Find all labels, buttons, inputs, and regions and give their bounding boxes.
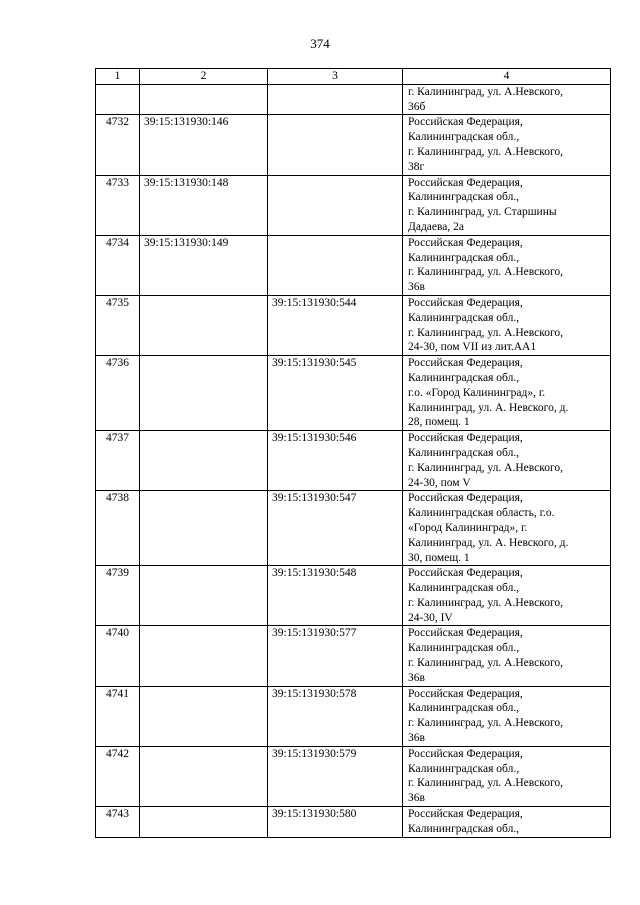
cadastral-number-cell [140,84,268,115]
table-row [96,84,611,115]
cadastral-number-cell [140,356,268,431]
cadastral-number-cell: 39:15:131930:149 [140,235,268,295]
address-line: Российская Федерация, [408,432,523,445]
row-number-cell: 4734 [96,235,140,295]
column-header-4: 4 [403,69,611,85]
cadastral-number-cell [268,175,403,235]
address-line: г. Калининград, ул. А.Невского, [408,596,564,609]
row-number-cell: 4732 [96,115,140,175]
table-row [96,295,611,355]
address-line: г. Калининград, ул. А.Невского, [408,777,564,790]
registry-table [95,68,611,838]
address-line: Калининградская обл., [408,762,520,775]
address-line: 36б [408,100,426,113]
address-line: Калининградская обл., [408,251,520,264]
address-line: 36в [408,281,425,294]
cadastral-number-cell: 39:15:131930:146 [140,115,268,175]
cadastral-number-cell: 39:15:131930:548 [268,566,403,626]
address-line: г. Калининград, ул. А.Невского, [408,461,564,474]
cadastral-number-cell: 39:15:131930:579 [268,746,403,806]
row-number-cell: 4736 [96,356,140,431]
address-line: Российская Федерация, [408,176,523,189]
address-line: г. Калининград, ул. А.Невского, [408,326,564,339]
address-line: 24-30, IV [408,611,453,624]
address-cell [403,686,611,746]
table-row [96,235,611,295]
address-cell [403,115,611,175]
address-line: Калининградская обл., [408,446,520,459]
address-line: Российская Федерация, [408,567,523,580]
address-line: 28, помещ. 1 [408,416,470,429]
address-line: 36в [408,792,425,805]
address-cell [403,356,611,431]
address-cell [403,84,611,115]
address-cell [403,491,611,566]
address-line: г. Калининград, ул. А.Невского, [408,145,564,158]
table-header-row [96,69,611,85]
address-cell [403,175,611,235]
table-row [96,431,611,491]
column-header-1: 1 [96,69,140,85]
address-line: Российская Федерация, [408,116,523,129]
address-line: Калининградская обл., [408,371,520,384]
address-cell [403,566,611,626]
table-row [96,356,611,431]
row-number-cell: 4737 [96,431,140,491]
table-row [96,175,611,235]
cadastral-number-cell: 39:15:131930:577 [268,626,403,686]
row-number-cell: 4735 [96,295,140,355]
address-line: Калининград, ул. А. Невского, д. [408,536,569,549]
address-line: Российская Федерация, [408,357,523,370]
row-number-cell: 4742 [96,746,140,806]
row-number-cell: 4739 [96,566,140,626]
cadastral-number-cell: 39:15:131930:546 [268,431,403,491]
row-number-cell: 4738 [96,491,140,566]
address-line: Калининградская обл., [408,191,520,204]
address-line: Калининградская обл., [408,702,520,715]
table-row [96,115,611,175]
address-line: Калининград, ул. А. Невского, д. [408,401,569,414]
cadastral-number-cell: 39:15:131930:545 [268,356,403,431]
table-row [96,807,611,838]
row-number-cell: 4741 [96,686,140,746]
table-row [96,491,611,566]
address-line: 24-30, пом VII из лит.АА1 [408,341,537,354]
table-row [96,626,611,686]
address-line: г. Калининград, ул. А.Невского, [408,657,564,670]
address-line: Российская Федерация, [408,492,523,505]
address-line: Калининградская обл., [408,642,520,655]
address-cell [403,235,611,295]
cadastral-number-cell [140,295,268,355]
address-line: Российская Федерация, [408,236,523,249]
cadastral-number-cell: 39:15:131930:547 [268,491,403,566]
address-cell [403,626,611,686]
address-line: Калининградская обл., [408,311,520,324]
row-number-cell: 4740 [96,626,140,686]
cadastral-number-cell [140,626,268,686]
address-line: Российская Федерация, [408,687,523,700]
address-line: г.о. «Город Калининград», г. [408,386,546,399]
cadastral-number-cell [140,491,268,566]
address-line: 36в [408,671,425,684]
cadastral-number-cell [140,686,268,746]
address-cell [403,295,611,355]
address-line: г. Калининград, ул. А.Невского, [408,85,564,98]
page-number: 374 [310,36,330,51]
address-line: Российская Федерация, [408,627,523,640]
table-row [96,686,611,746]
address-line: Калининградская обл., [408,131,520,144]
cadastral-number-cell [268,84,403,115]
address-line: 38г [408,160,425,173]
address-line: Российская Федерация, [408,296,523,309]
cadastral-number-cell [268,115,403,175]
address-cell [403,431,611,491]
row-number-cell: 4733 [96,175,140,235]
cadastral-number-cell: 39:15:131930:578 [268,686,403,746]
address-line: 30, помещ. 1 [408,551,470,564]
row-number-cell [96,84,140,115]
address-line: Калининградская область, г.о. [408,507,555,520]
address-line: г. Калининград, ул. А.Невского, [408,266,564,279]
cadastral-number-cell: 39:15:131930:580 [268,807,403,838]
column-header-2: 2 [140,69,268,85]
table-row [96,746,611,806]
address-line: г. Калининград, ул. А.Невского, [408,717,564,730]
cadastral-number-cell [140,566,268,626]
address-line: 36в [408,732,425,745]
address-cell [403,807,611,838]
address-cell [403,746,611,806]
cadastral-number-cell: 39:15:131930:148 [140,175,268,235]
address-line: Дадаева, 2а [408,220,464,233]
cadastral-number-cell: 39:15:131930:544 [268,295,403,355]
table-body [96,84,611,837]
address-line: Российская Федерация, [408,808,523,821]
address-line: г. Калининград, ул. Старшины [408,206,557,219]
address-line: Калининградская обл., [408,822,520,835]
address-line: Российская Федерация, [408,747,523,760]
column-header-3: 3 [268,69,403,85]
cadastral-number-cell [140,807,268,838]
address-line: «Город Калининград», г. [408,521,528,534]
cadastral-number-cell [268,235,403,295]
address-line: Калининградская обл., [408,582,520,595]
address-line: 24-30, пом V [408,476,471,489]
cadastral-number-cell [140,746,268,806]
table-row [96,566,611,626]
row-number-cell: 4743 [96,807,140,838]
cadastral-number-cell [140,431,268,491]
